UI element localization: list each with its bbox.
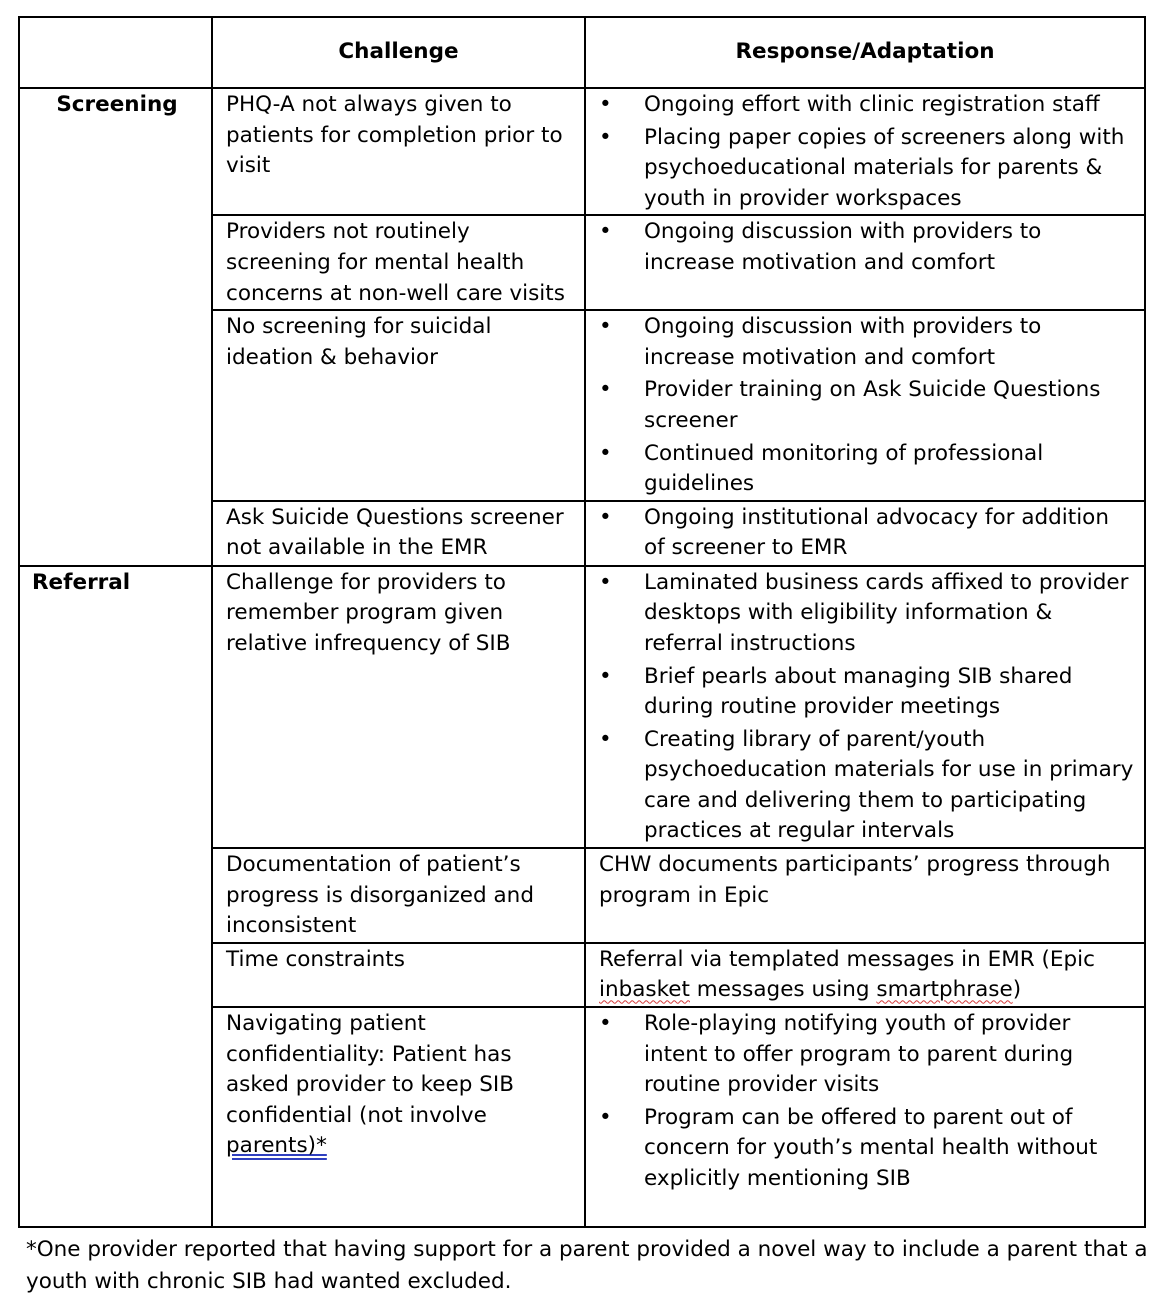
bullet-icon: • <box>599 219 612 245</box>
response-list <box>599 217 1134 278</box>
bullet-icon: • <box>599 124 612 150</box>
response-text: Ongoing discussion with providers to increase motivation and comfort <box>644 219 1042 275</box>
challenge-cell: Providers not routinely screening for mental health concerns at non-well care visits <box>212 215 585 310</box>
bullet-icon: • <box>599 1104 612 1130</box>
challenge-cell: Documentation of patient’s progress is disorganized and inconsistent <box>212 848 585 943</box>
response-text: Laminated business cards affixed to provider desktops with eligibility information & referral instructions <box>644 569 1129 656</box>
response-text: Ongoing effort with clinic registration staff <box>644 92 1100 117</box>
header-section-cell <box>19 17 212 88</box>
challenge-cell: Challenge for providers to remember program given relative infrequency of SIB <box>212 566 585 848</box>
challenge-cell: Ask Suicide Questions screener not available in the EMR <box>212 501 585 566</box>
response-cell <box>585 215 1145 310</box>
bullet-icon: • <box>599 726 612 752</box>
challenge-cell: Time constraints <box>212 943 585 1007</box>
bullet-icon: • <box>599 569 612 595</box>
list-item <box>599 503 1134 564</box>
list-item <box>599 90 1134 121</box>
table-header-row <box>19 17 1145 88</box>
bullet-icon: • <box>599 92 612 117</box>
list-item <box>599 725 1134 847</box>
list-item <box>599 439 1134 500</box>
response-text: Ongoing institutional advocacy for addition of screener to EMR <box>644 504 1109 561</box>
response-cell <box>585 1007 1145 1227</box>
challenge-cell: PHQ-A not always given to patients for completion prior to visit <box>212 88 585 215</box>
list-item <box>599 123 1134 215</box>
document-page <box>18 16 1144 1228</box>
spellcheck-flagged-word: inbasket <box>599 977 690 1003</box>
response-text: Brief pearls about managing SIB shared during routine provider meetings <box>644 663 1073 720</box>
response-cell <box>585 88 1145 215</box>
response-text: Ongoing discussion with providers to increase motivation and comfort <box>644 314 1042 370</box>
spellcheck-flagged-word: smartphrase <box>876 977 1013 1003</box>
response-text: messages using <box>689 977 877 1003</box>
table-row <box>19 566 1145 848</box>
response-list <box>599 1009 1134 1195</box>
response-text: Program can be offered to parent out of concern for youth’s mental health without explicitly mentioning SIB <box>644 1104 1098 1191</box>
response-text: ) <box>1012 977 1022 1003</box>
section-label-referral: Referral <box>19 566 212 1227</box>
response-list <box>599 90 1134 214</box>
list-item <box>599 312 1134 373</box>
response-text: Role-playing notifying youth of provider intent to offer program to parent during routine provider visits <box>644 1011 1074 1098</box>
bullet-icon: • <box>599 663 612 689</box>
response-list <box>599 568 1134 847</box>
bullet-icon: • <box>599 1011 612 1037</box>
response-text: Continued monitoring of professional guidelines <box>644 440 1044 497</box>
list-item <box>599 1103 1134 1195</box>
footnote: *One provider reported that having support for a parent provided a novel way to include a parent that a youth with chronic SIB had wanted excluded. <box>26 1237 1148 1294</box>
challenge-text: Navigating patient confidentiality: Patient has asked provider to keep SIB confidential (not involve <box>226 1011 514 1128</box>
tracked-change-text: parents)* <box>226 1133 327 1159</box>
response-cell: CHW documents participants’ progress through program in Epic <box>585 848 1145 943</box>
bullet-icon: • <box>599 440 612 466</box>
response-text: Referral via templated messages in EMR (Epic <box>599 946 1095 972</box>
table-body <box>19 88 1145 1227</box>
bullet-icon: • <box>599 314 612 340</box>
response-text: Placing paper copies of screeners along with psychoeducational materials for parents & youth in provider workspaces <box>644 124 1125 211</box>
challenge-cell: No screening for suicidal ideation & behavior <box>212 310 585 501</box>
challenge-cell <box>212 1007 585 1227</box>
list-item <box>599 662 1134 723</box>
challenges-table <box>18 16 1146 1228</box>
list-item <box>599 217 1134 278</box>
response-list <box>599 312 1134 500</box>
section-label-screening: Screening <box>19 88 212 566</box>
table-row <box>19 88 1145 215</box>
list-item <box>599 375 1134 436</box>
response-cell <box>585 501 1145 566</box>
bullet-icon: • <box>599 504 612 530</box>
header-response: Response/Adaptation <box>585 17 1145 88</box>
header-challenge: Challenge <box>212 17 585 88</box>
response-list <box>599 503 1134 564</box>
response-cell <box>585 943 1145 1007</box>
response-text: Provider training on Ask Suicide Questions screener <box>644 377 1101 433</box>
list-item <box>599 1009 1134 1101</box>
response-text: Creating library of parent/youth psychoeducation materials for use in primary care and delivering them to participating practices at regular intervals <box>644 726 1134 844</box>
response-cell <box>585 310 1145 501</box>
response-cell <box>585 566 1145 848</box>
list-item <box>599 568 1134 660</box>
bullet-icon: • <box>599 377 612 403</box>
